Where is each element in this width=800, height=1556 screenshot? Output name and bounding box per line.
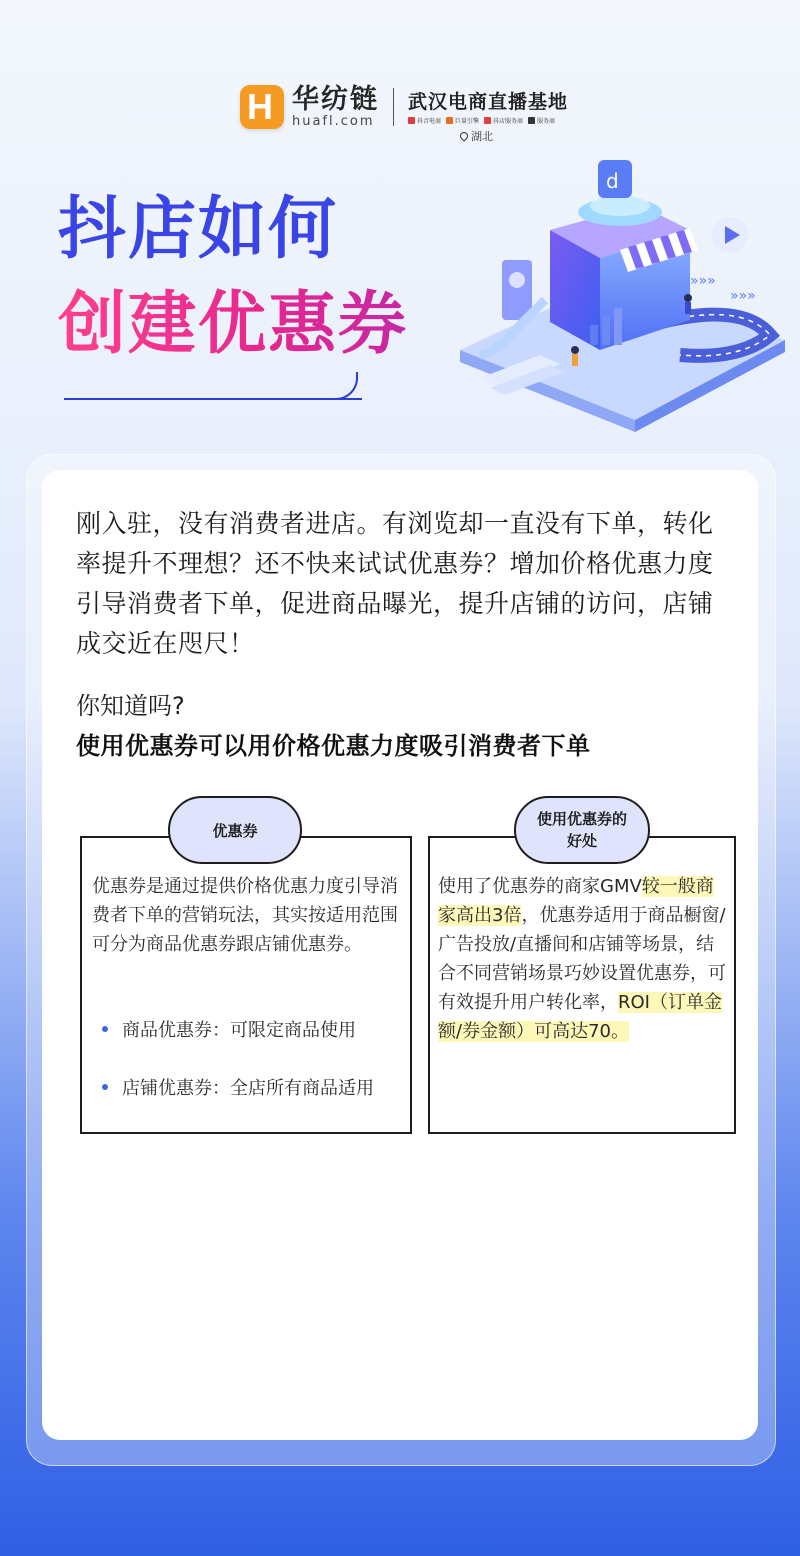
benefits-text-part1: 使用了优惠券的商家GMV — [438, 876, 642, 897]
intro-paragraph: 刚入驻，没有消费者进店。有浏览却一直没有下单，转化率提升不理想？还不快来试试优惠券？增加价格优惠力度引导消费者下单，促进商品曝光，提升店铺的访问，店铺成交近在咫尺！ — [76, 509, 714, 658]
bullet-text: 店铺优惠券：全店所有商品适用 — [122, 1078, 374, 1099]
bullet-dot-icon — [102, 1026, 108, 1032]
title-underline — [64, 398, 362, 400]
coupon-definition-box — [80, 836, 412, 1134]
partner-name: 武汉电商直播基地 — [408, 90, 569, 113]
tag-icon — [484, 117, 491, 124]
logo-letter: H — [247, 86, 273, 127]
brand-name — [292, 85, 379, 129]
svg-text:»»»: »»» — [730, 288, 756, 304]
coupon-pill-label: 优惠券 — [168, 796, 302, 864]
isometric-store-illustration — [440, 150, 790, 440]
bullet-item — [102, 1074, 374, 1100]
huafl-logo-icon — [240, 85, 284, 129]
partner-brand — [408, 90, 568, 125]
brand-divider — [393, 88, 394, 126]
benefits-text-part2: ，优惠券适用于商品橱窗/广告投放/直播间和店铺等场景，结合不同营销场景巧妙设置优惠券，可有效提升用户转化率， — [438, 905, 726, 1013]
svg-text:»»»: »»» — [690, 273, 716, 289]
bullet-item — [102, 1016, 356, 1042]
benefits-highlight-2: ROI（订单金额/券金额）可高达70。 — [438, 992, 722, 1042]
question-text: 你知道吗? — [76, 692, 185, 720]
tag-icon — [408, 117, 415, 124]
page-title-line2: 创建优惠券 — [58, 285, 409, 364]
partner-tag: 服务商 — [528, 116, 555, 125]
partner-tag: 抖店服务商 — [484, 116, 523, 125]
location-text: 湖北 — [471, 130, 493, 143]
location — [460, 128, 493, 144]
partner-tags — [408, 116, 568, 125]
title-underline-hook — [334, 372, 358, 400]
tag-icon — [528, 117, 535, 124]
tag-icon — [446, 117, 453, 124]
brand-name-en: huafl.com — [292, 114, 375, 129]
coupon-definition-text: 优惠券是通过提供价格优惠力度引导消费者下单的营销玩法，其实按适用范围可分为商品优惠券跟店铺优惠券。 — [92, 876, 398, 955]
page-title-line1: 抖店如何 — [58, 190, 339, 269]
location-pin-icon — [458, 130, 469, 141]
bullet-text: 商品优惠券：可限定商品使用 — [122, 1020, 356, 1041]
brand-header — [240, 82, 568, 132]
benefits-pill-line1: 使用优惠券的 — [536, 810, 627, 828]
coupon-benefits-box — [428, 836, 736, 1134]
svg-text:d: d — [606, 169, 619, 193]
partner-tag: 抖音电商 — [408, 116, 441, 125]
coupon-benefits-text — [438, 872, 728, 1046]
benefits-pill-line2: 好处 — [566, 832, 597, 850]
bullet-dot-icon — [102, 1084, 108, 1090]
brand-name-cn: 华纺链 — [292, 84, 379, 115]
benefits-highlight-1: 较一般商家高出3倍 — [438, 876, 714, 926]
partner-tag: 巨量引擎 — [446, 116, 479, 125]
question-bold-text: 使用优惠券可以用价格优惠力度吸引消费者下单 — [76, 732, 591, 760]
benefits-pill-label — [514, 796, 650, 864]
